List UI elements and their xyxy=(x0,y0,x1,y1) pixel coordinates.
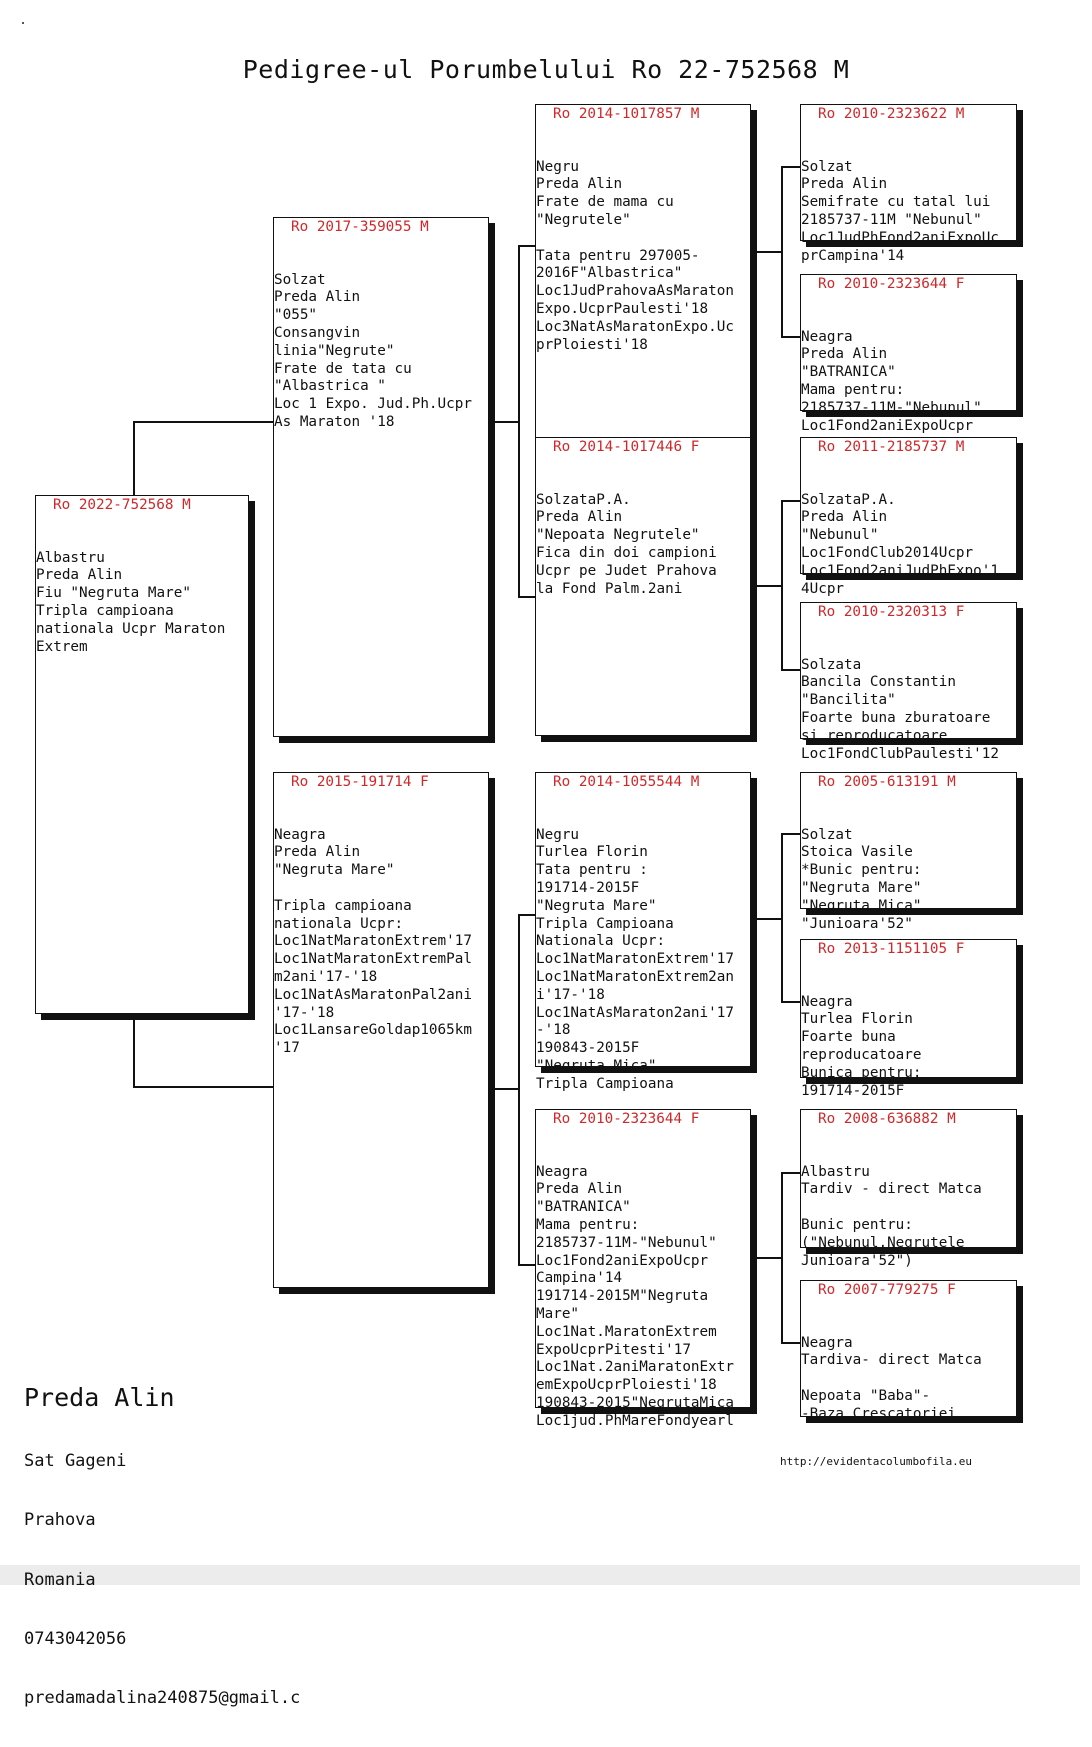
connector-line xyxy=(489,421,519,423)
bird-ring-id: Ro 2014-1055544 M xyxy=(553,774,700,790)
connector-line xyxy=(518,914,520,1266)
connector-line xyxy=(133,1014,135,1088)
bird-details: Neagra Turlea Florin Foarte buna reproducatoare Bunica pentru: 191714-2015F xyxy=(801,993,922,1099)
connector-line xyxy=(781,166,783,338)
bird-details: Neagra Tardiva- direct Matca Nepoata "Baba"- -Baza Crescatoriei xyxy=(801,1334,982,1422)
bird-ring-id: Ro 2013-1151105 F xyxy=(818,941,965,957)
bird-details: Solzat Preda Alin "055" Consangvin linia"Negrute" Frate de tata cu "Albastrica " Loc 1 Expo. Jud.Ph.Ucpr As Maraton '18 xyxy=(274,271,472,430)
bird-card-ggen-2 xyxy=(800,274,1017,434)
bird-details: Negru Turlea Florin Tata pentru : 191714-2015F "Negruta Mare" Tripla Campioana Nationala Ucpr: Loc1NatMaratonExtrem'17 Loc1NatMaratonExtrem2an i'17-'18 Loc1NatAsMaraton2ani'17 -'18 190843-2015F "Negruta Mica" Tripla Campioana xyxy=(536,826,734,1092)
bird-card-maternal-grandfather xyxy=(535,772,751,1092)
bird-details: Neagra Preda Alin "BATRANICA" Mama pentru: 2185737-11M-"Nebunul" Loc1Fond2aniExpoUcpr Campina'14 191714-2015M"Negruta Mare" Loc1Nat.MaratonExtrem ExpoUcprPitesti'17 Loc1Nat.2aniMaratonExtr emExpoUcprPloiesti'18 190843-2015"NegrutaMica Loc1jud.PhMareFondyearl xyxy=(536,1163,734,1429)
bird-details: SolzataP.A. Preda Alin "Nepoata Negrutele" Fica din doi campioni Ucpr pe Judet Prahova la Fond Palm.2ani xyxy=(536,491,717,597)
bird-details: Solzat Stoica Vasile *Bunic pentru: "Negruta Mare" "Negruta Mica" "Junioara'52" xyxy=(801,826,922,932)
bird-card-ggen-8 xyxy=(800,1280,1017,1422)
stray-dot xyxy=(22,22,24,24)
bird-details: Neagra Preda Alin "BATRANICA" Mama pentru: 2185737-11M-"Nebunul" Loc1Fond2aniExpoUcpr xyxy=(801,328,982,434)
bird-card-ggen-6 xyxy=(800,939,1017,1099)
connector-line xyxy=(753,918,783,920)
connector-line xyxy=(781,166,802,168)
bird-details: SolzataP.A. Preda Alin "Nebunul" Loc1FondClub2014Ucpr Loc1Fond2aniJudPhExpo'1 4Ucpr xyxy=(801,491,999,597)
website-link[interactable]: http://evidentacolumbofila.eu xyxy=(780,1455,973,1468)
connector-line xyxy=(518,245,520,597)
connector-line xyxy=(489,1088,519,1090)
connector-line xyxy=(781,1172,783,1344)
bird-ring-id: Ro 2010-2320313 F xyxy=(818,604,965,620)
connector-line xyxy=(781,669,802,671)
bird-card-maternal-grandmother xyxy=(535,1109,751,1429)
owner-village: Sat Gageni xyxy=(24,1451,127,1471)
bird-card-ggen-7 xyxy=(800,1109,1017,1269)
bird-ring-id: Ro 2007-779275 F xyxy=(818,1282,956,1298)
bird-card-ggen-1 xyxy=(800,104,1017,264)
owner-phone: 0743042056 xyxy=(24,1628,127,1649)
bird-card-father xyxy=(273,217,489,737)
owner-county: Prahova xyxy=(24,1510,96,1531)
owner-info xyxy=(24,1345,300,1747)
bird-details: Solzat Preda Alin Semifrate cu tatal lui 2185737-11M "Nebunul" Loc1JudPhFond2aniExpoUc prCampina'14 xyxy=(801,158,999,264)
owner-email: predamadalina240875@gmail.c xyxy=(24,1688,301,1709)
bird-ring-id: Ro 2014-1017857 M xyxy=(553,106,700,122)
connector-line xyxy=(781,500,802,502)
bird-card-ggen-5 xyxy=(800,772,1017,932)
bird-ring-id: Ro 2022-752568 M xyxy=(53,497,191,513)
page-title: Pedigree-ul Porumbelului Ro 22-752568 M xyxy=(242,55,850,84)
connector-line xyxy=(781,1172,802,1174)
bird-details: Albastru Tardiv - direct Matca Bunic pentru: ("Nebunul,Negrutele Junioara'52") xyxy=(801,1163,982,1269)
connector-line xyxy=(781,336,802,338)
connector-line xyxy=(133,421,135,496)
connector-line xyxy=(753,585,783,587)
bird-card-ggen-3 xyxy=(800,437,1017,597)
connector-line xyxy=(133,421,275,423)
bird-card-mother xyxy=(273,772,489,1288)
connector-line xyxy=(133,1086,275,1088)
owner-name: Preda Alin xyxy=(24,1383,175,1412)
owner-country: Romania xyxy=(24,1569,96,1590)
connector-line xyxy=(781,833,802,835)
connector-line xyxy=(753,251,783,253)
bird-details: Solzata Bancila Constantin "Bancilita" Foarte buna zburatoare si reproducatoare Loc1FondClubPaulesti'12 xyxy=(801,656,999,762)
bird-ring-id: Ro 2010-2323622 M xyxy=(818,106,965,122)
connector-line xyxy=(781,1001,802,1003)
connector-line xyxy=(781,833,783,1003)
bird-card-ggen-4 xyxy=(800,602,1017,762)
bird-ring-id: Ro 2008-636882 M xyxy=(818,1111,956,1127)
connector-line xyxy=(781,500,783,671)
bird-ring-id: Ro 2011-2185737 M xyxy=(818,439,965,455)
bird-details: Albastru Preda Alin Fiu "Negruta Mare" Tripla campioana nationala Ucpr Maraton Extrem xyxy=(36,549,226,655)
bird-ring-id: Ro 2014-1017446 F xyxy=(553,439,700,455)
bird-card-paternal-grandmother xyxy=(535,437,751,736)
bird-card-subject xyxy=(35,495,249,1014)
bird-ring-id: Ro 2010-2323644 F xyxy=(553,1111,700,1127)
bird-ring-id: Ro 2017-359055 M xyxy=(291,219,429,235)
bird-ring-id: Ro 2005-613191 M xyxy=(818,774,956,790)
connector-line xyxy=(753,1257,783,1259)
bird-details: Neagra Preda Alin "Negruta Mare" Tripla campioana nationala Ucpr: Loc1NatMaratonExtrem'17 Loc1NatMaratonExtremPal m2ani'17-'18 Loc1NatAsMaratonPal2ani '17-'18 Loc1LansareGoldap1065km '17 xyxy=(274,826,472,1057)
connector-line xyxy=(781,1342,802,1344)
bird-ring-id: Ro 2015-191714 F xyxy=(291,774,429,790)
bird-ring-id: Ro 2010-2323644 F xyxy=(818,276,965,292)
bird-details: Negru Preda Alin Frate de mama cu "Negrutele" Tata pentru 297005- 2016F"Albastrica" Loc1JudPrahovaAsMaraton Expo.UcprPaulesti'18 Loc3NatAsMaratonExpo.Uc prPloiesti'18 xyxy=(536,158,734,353)
